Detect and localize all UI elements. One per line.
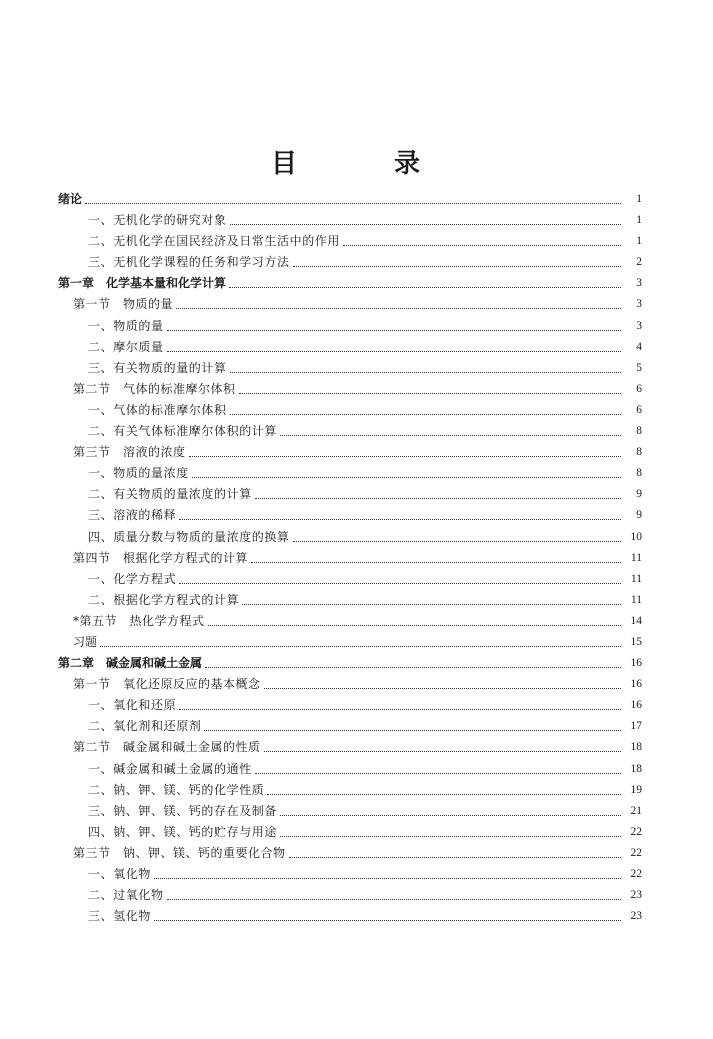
toc-entry-page: 1 xyxy=(636,235,642,248)
toc-entry-page: 11 xyxy=(630,551,642,564)
toc-entry-page: 3 xyxy=(636,277,642,290)
toc-entry-label: 一、物质的量 xyxy=(88,318,164,333)
toc-entry-label: *第五节 热化学方程式 xyxy=(73,613,205,628)
toc-entry-page: 14 xyxy=(630,614,642,627)
toc-entry-label: 第四节 根据化学方程式的计算 xyxy=(73,550,249,565)
toc-entry-label: 第一节 物质的量 xyxy=(73,297,174,312)
toc-entry-page: 22 xyxy=(630,868,642,880)
dot-leader xyxy=(179,519,621,520)
toc-entry xyxy=(0,379,713,400)
toc-entry xyxy=(0,294,713,315)
toc-entry xyxy=(0,548,713,569)
dot-leader xyxy=(343,245,621,246)
dot-leader xyxy=(280,435,621,436)
dot-leader xyxy=(85,203,621,204)
dot-leader xyxy=(192,477,621,478)
toc-entry-page: 16 xyxy=(630,699,642,712)
toc-entry xyxy=(0,843,713,864)
toc-entry xyxy=(0,484,713,505)
toc-entry-page: 9 xyxy=(636,488,642,501)
toc-entry xyxy=(0,463,713,484)
toc-entry xyxy=(0,864,713,885)
toc-entry xyxy=(0,611,713,632)
toc-entry xyxy=(0,590,713,611)
toc-entry-page: 4 xyxy=(636,340,642,353)
toc-entry-label: 第三节 溶液的浓度 xyxy=(73,445,186,460)
dot-leader xyxy=(255,773,621,774)
toc-entry-label: 二、有关气体标准摩尔体积的计算 xyxy=(88,424,278,439)
dot-leader xyxy=(100,646,621,647)
toc-entry-label: 二、摩尔质量 xyxy=(88,339,164,354)
dot-leader xyxy=(242,604,621,605)
dot-leader xyxy=(293,266,621,267)
dot-leader xyxy=(293,541,621,542)
toc-entry xyxy=(0,695,713,716)
toc-entry-page: 23 xyxy=(630,910,642,923)
toc-entry-label: 二、氧化剂和还原剂 xyxy=(88,719,202,734)
toc-entry-page: 6 xyxy=(636,403,642,416)
toc-entry-page: 8 xyxy=(636,446,642,459)
dot-leader xyxy=(167,330,621,331)
toc-entry-label: 二、无机化学在国民经济及日常生活中的作用 xyxy=(88,234,341,249)
toc-entry-label: 第一章 化学基本量和化学计算 xyxy=(58,276,227,291)
dot-leader xyxy=(154,878,621,879)
toc-entry-page: 16 xyxy=(630,678,642,691)
toc-entry-page: 8 xyxy=(636,467,642,480)
dot-leader xyxy=(280,836,621,837)
dot-leader xyxy=(264,751,621,752)
toc-entry xyxy=(0,358,713,379)
dot-leader xyxy=(179,709,621,710)
toc-entry xyxy=(0,210,713,231)
toc-entry-label: 绪论 xyxy=(58,192,83,206)
dot-leader xyxy=(154,920,621,921)
toc-entry-label: 三、氢化物 xyxy=(88,909,152,924)
toc-entry-page: 22 xyxy=(630,825,642,838)
dot-leader xyxy=(229,287,621,288)
toc-entry xyxy=(0,505,713,526)
dot-leader xyxy=(267,794,621,795)
dot-leader xyxy=(179,583,621,584)
toc-entry-page: 5 xyxy=(636,361,642,374)
toc-entry-label: 第二章 碱金属和碱土金属 xyxy=(58,656,203,671)
dot-leader xyxy=(167,351,621,352)
toc-entry xyxy=(0,674,713,695)
dot-leader xyxy=(239,393,621,394)
toc-entry xyxy=(0,780,713,801)
toc-entry-label: 四、钠、钾、镁、钙的贮存与用途 xyxy=(88,824,278,839)
dot-leader xyxy=(208,625,621,626)
toc-entry-label: 第二节 碱金属和碱土金属的性质 xyxy=(73,740,261,755)
table-of-contents xyxy=(0,189,713,927)
toc-entry xyxy=(0,759,713,780)
toc-entry-page: 21 xyxy=(630,804,642,817)
toc-entry-label: 三、无机化学课程的任务和学习方法 xyxy=(88,255,290,270)
toc-entry-page: 18 xyxy=(630,762,642,775)
toc-entry-page: 11 xyxy=(630,593,642,606)
dot-leader xyxy=(230,372,621,373)
toc-entry-page: 3 xyxy=(636,319,642,332)
toc-entry xyxy=(0,822,713,843)
toc-entry-label: 三、有关物质的量的计算 xyxy=(88,360,227,375)
toc-entry xyxy=(0,632,713,653)
toc-entry-page: 1 xyxy=(636,214,642,227)
toc-entry-label: 一、化学方程式 xyxy=(88,571,177,586)
toc-entry-label: 二、有关物质的量浓度的计算 xyxy=(88,487,252,502)
dot-leader xyxy=(167,899,621,900)
toc-entry-page: 6 xyxy=(636,382,642,395)
dot-leader xyxy=(230,224,621,225)
toc-entry-page: 17 xyxy=(630,720,642,733)
toc-entry-page: 18 xyxy=(630,741,642,754)
toc-entry-label: 第三节 钠、钾、镁、钙的重要化合物 xyxy=(73,845,286,860)
toc-entry-page: 16 xyxy=(630,657,642,670)
dot-leader xyxy=(176,308,621,309)
toc-entry xyxy=(0,885,713,906)
toc-entry-label: 一、气体的标准摩尔体积 xyxy=(88,402,227,417)
toc-entry xyxy=(0,442,713,463)
dot-leader xyxy=(189,456,621,457)
toc-entry xyxy=(0,737,713,758)
toc-entry-label: 二、钠、钾、镁、钙的化学性质 xyxy=(88,782,265,797)
dot-leader xyxy=(205,667,621,668)
toc-entry-page: 19 xyxy=(630,783,642,796)
toc-entry-page: 15 xyxy=(630,635,642,648)
toc-entry-label: 一、氧化和还原 xyxy=(88,698,177,713)
dot-leader xyxy=(204,730,621,731)
dot-leader xyxy=(230,414,621,415)
dot-leader xyxy=(255,498,621,499)
dot-leader xyxy=(264,688,621,689)
toc-entry-label: 一、氧化物 xyxy=(88,867,152,881)
toc-entry-label: 四、质量分数与物质的量浓度的换算 xyxy=(88,529,290,544)
toc-entry xyxy=(0,316,713,337)
toc-entry-label: 第一节 氧化还原反应的基本概念 xyxy=(73,677,261,692)
toc-entry xyxy=(0,189,713,210)
toc-entry-label: 第二节 气体的标准摩尔体积 xyxy=(73,381,236,396)
toc-entry xyxy=(0,653,713,674)
page-title: 目 录 xyxy=(270,149,465,179)
toc-entry-label: 习题 xyxy=(73,634,98,649)
dot-leader xyxy=(280,815,621,816)
toc-entry-page: 11 xyxy=(630,572,642,585)
toc-entry xyxy=(0,400,713,421)
toc-entry xyxy=(0,273,713,294)
toc-entry-page: 22 xyxy=(630,846,642,859)
toc-entry-page: 9 xyxy=(636,509,642,522)
toc-entry-page: 10 xyxy=(630,530,642,543)
toc-entry xyxy=(0,337,713,358)
toc-entry xyxy=(0,421,713,442)
toc-entry xyxy=(0,801,713,822)
toc-entry-page: 3 xyxy=(636,298,642,311)
toc-entry-label: 二、根据化学方程式的计算 xyxy=(88,592,240,607)
toc-entry xyxy=(0,716,713,737)
toc-entry-page: 8 xyxy=(636,425,642,438)
toc-entry-page: 23 xyxy=(630,889,642,902)
dot-leader xyxy=(289,857,621,858)
toc-entry-label: 一、无机化学的研究对象 xyxy=(88,213,227,228)
toc-entry-label: 三、溶液的稀释 xyxy=(88,508,177,523)
toc-entry-page: 1 xyxy=(636,193,642,205)
toc-entry xyxy=(0,527,713,548)
dot-leader xyxy=(251,562,621,563)
toc-entry-page: 2 xyxy=(636,256,642,269)
toc-entry xyxy=(0,231,713,252)
toc-entry xyxy=(0,252,713,273)
toc-entry xyxy=(0,569,713,590)
toc-entry-label: 二、过氧化物 xyxy=(88,888,164,903)
toc-entry-label: 一、物质的量浓度 xyxy=(88,466,189,481)
toc-entry xyxy=(0,906,713,927)
toc-entry-label: 一、碱金属和碱土金属的通性 xyxy=(88,761,252,776)
toc-entry-label: 三、钠、钾、镁、钙的存在及制备 xyxy=(88,803,278,818)
